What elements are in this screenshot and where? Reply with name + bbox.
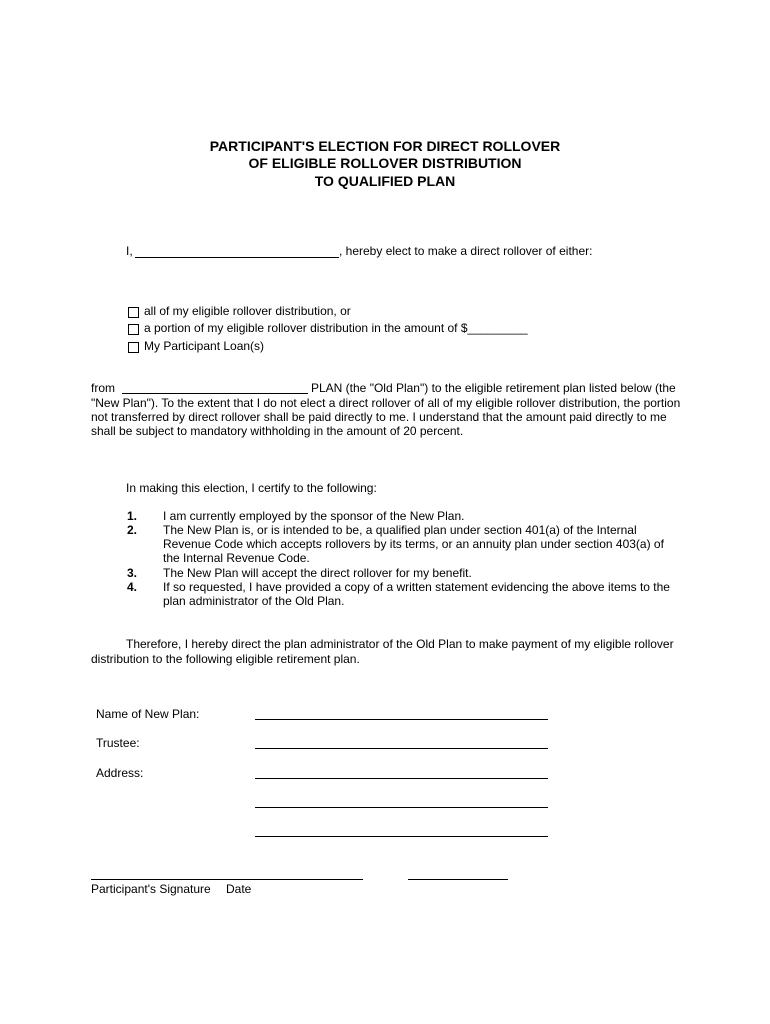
option-loan-label: My Participant Loan(s) bbox=[144, 339, 265, 353]
form-title-line-1: PARTICIPANT'S ELECTION FOR DIRECT ROLLOVER bbox=[209, 138, 561, 154]
date-field[interactable] bbox=[408, 879, 508, 880]
option-portion-label: a portion of my eligible rollover distribution in the amount of $_________ bbox=[144, 321, 528, 335]
certify-intro: In making this election, I certify to the following: bbox=[126, 481, 377, 495]
option-portion-checkbox[interactable] bbox=[128, 324, 139, 335]
from-paragraph-line-2: "New Plan"). To the extent that I do not elect a direct rollover of all of my eligible rollover distribution, the portion bbox=[91, 396, 681, 410]
form-title-line-3: TO QUALIFIED PLAN bbox=[314, 173, 456, 189]
direction-line-2: distribution to the following eligible retirement plan. bbox=[91, 652, 360, 666]
address-field-line-2[interactable] bbox=[255, 807, 548, 808]
signature-label: Participant's Signature bbox=[91, 882, 211, 896]
form-title-line-2: OF ELIGIBLE ROLLOVER DISTRIBUTION bbox=[248, 155, 522, 171]
certify-item-number: 3. bbox=[127, 566, 138, 580]
option-loan-checkbox[interactable] bbox=[128, 342, 139, 353]
old-plan-name-field[interactable] bbox=[122, 393, 308, 394]
certify-item-text: plan administrator of the Old Plan. bbox=[163, 594, 345, 608]
option-all-checkbox[interactable] bbox=[128, 307, 139, 318]
election-prefix: I, bbox=[126, 244, 133, 258]
election-suffix: , hereby elect to make a direct rollover of either: bbox=[339, 244, 593, 258]
participant-name-field[interactable] bbox=[135, 257, 339, 258]
from-paragraph-line-4: shall be subject to mandatory withholding in the amount of 20 percent. bbox=[91, 424, 464, 438]
trustee-field[interactable] bbox=[255, 748, 548, 749]
certify-item-text: I am currently employed by the sponsor of the New Plan. bbox=[163, 509, 465, 523]
address-field-line-1[interactable] bbox=[255, 778, 548, 779]
certify-item-number: 1. bbox=[127, 509, 138, 523]
certify-item-number: 2. bbox=[127, 523, 138, 537]
certify-item-text: The New Plan will accept the direct rollover for my benefit. bbox=[163, 566, 472, 580]
certify-item-text: the Internal Revenue Code. bbox=[163, 551, 310, 565]
address-field-line-3[interactable] bbox=[255, 836, 548, 837]
option-all-label: all of my eligible rollover distribution, or bbox=[144, 304, 351, 318]
from-word: from bbox=[91, 381, 115, 395]
new-plan-name-field[interactable] bbox=[255, 719, 548, 720]
certify-item-text: The New Plan is, or is intended to be, a qualified plan under section 401(a) of the Internal bbox=[163, 523, 637, 537]
from-paragraph-line-3: not transferred by direct rollover shall be paid directly to me. I understand that the amount paid directly to me bbox=[91, 410, 667, 424]
new-plan-name-label: Name of New Plan: bbox=[96, 707, 200, 721]
signature-field[interactable] bbox=[91, 879, 363, 880]
direction-line-1: Therefore, I hereby direct the plan administrator of the Old Plan to make payment of my eligible rollover bbox=[126, 637, 674, 651]
certify-item-text: If so requested, I have provided a copy of a written statement evidencing the above items to the bbox=[163, 580, 670, 594]
address-label: Address: bbox=[96, 766, 144, 780]
trustee-label: Trustee: bbox=[96, 736, 140, 750]
from-paragraph-line-1: PLAN (the "Old Plan") to the eligible retirement plan listed below (the bbox=[311, 381, 676, 395]
certify-item-number: 4. bbox=[127, 580, 138, 594]
certify-item-text: Revenue Code which accepts rollovers by its terms, or an annuity plan under section 403(a) of bbox=[163, 537, 664, 551]
date-label: Date bbox=[226, 882, 252, 896]
